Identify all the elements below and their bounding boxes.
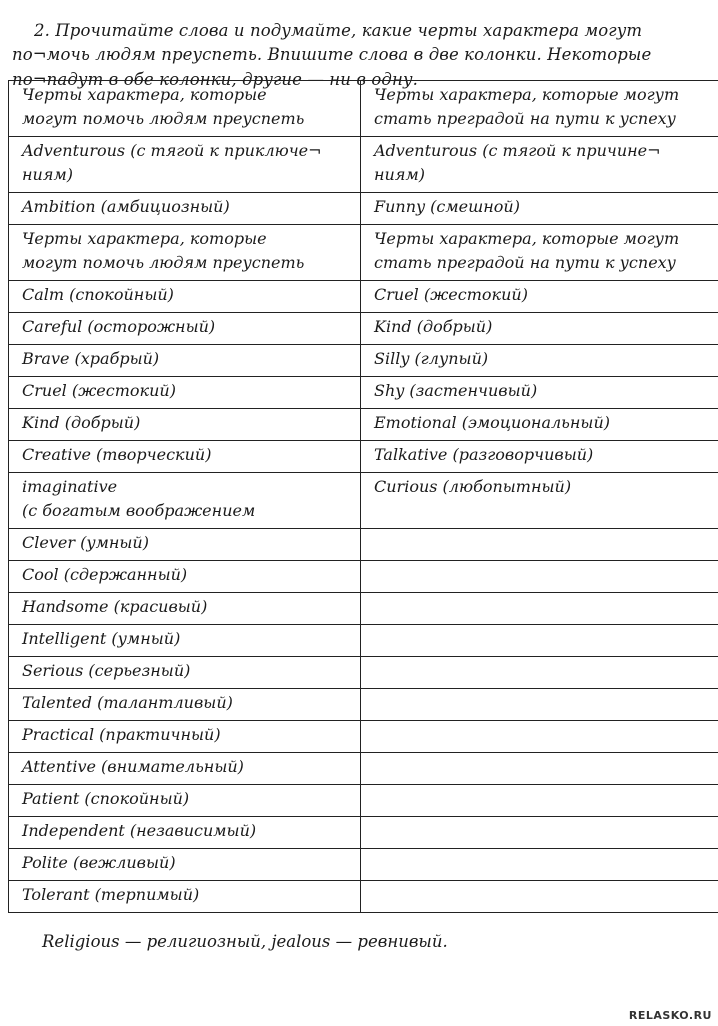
cell-text: Patient (спокойный) xyxy=(22,789,190,808)
table-row xyxy=(9,313,718,345)
table-row xyxy=(9,785,718,817)
table-cell-helpful xyxy=(9,441,361,473)
table-row xyxy=(9,561,718,593)
table-cell-helpful xyxy=(9,137,361,193)
table-cell-helpful xyxy=(9,473,361,529)
table-cell-obstacle xyxy=(361,689,718,721)
table-cell-obstacle xyxy=(361,137,718,193)
cell-text: Attentive (внимательный) xyxy=(22,757,244,776)
table-cell-helpful xyxy=(9,881,361,913)
cell-text: Черты характера, которые могут помочь людям преуспеть xyxy=(22,229,305,272)
cell-text: Intelligent (умный) xyxy=(22,629,181,648)
table-cell-helpful xyxy=(9,721,361,753)
table-cell-obstacle xyxy=(361,529,718,561)
cell-text: Careful (осторожный) xyxy=(22,317,216,336)
table-row xyxy=(9,377,718,409)
table-cell-obstacle xyxy=(361,81,718,137)
table-cell-helpful xyxy=(9,225,361,281)
cell-text: Brave (храбрый) xyxy=(22,349,160,368)
cell-text: Serious (серьезный) xyxy=(22,661,191,680)
table-cell-helpful xyxy=(9,657,361,689)
table-cell-obstacle xyxy=(361,657,718,689)
cell-text: Cruel (жестокий) xyxy=(374,285,528,304)
table-row xyxy=(9,753,718,785)
cell-text: Calm (спокойный) xyxy=(22,285,174,304)
table-cell-obstacle xyxy=(361,473,718,529)
cell-text: Cool (сдержанный) xyxy=(22,565,188,584)
table-row xyxy=(9,441,718,473)
table-cell-helpful xyxy=(9,817,361,849)
cell-text: Curious (любопытный) xyxy=(374,477,572,496)
table-cell-helpful xyxy=(9,753,361,785)
table-cell-helpful xyxy=(9,313,361,345)
cell-text: Talented (талантливый) xyxy=(22,693,233,712)
table-row xyxy=(9,81,718,137)
table-body xyxy=(9,81,718,913)
cell-text: Ambition (амбициозный) xyxy=(22,197,230,216)
table-row xyxy=(9,345,718,377)
table-cell-obstacle xyxy=(361,225,718,281)
cell-text: Черты характера, которые могут помочь людям преуспеть xyxy=(22,85,305,128)
table-cell-obstacle xyxy=(361,849,718,881)
table-cell-obstacle xyxy=(361,441,718,473)
table-cell-helpful xyxy=(9,281,361,313)
table-row xyxy=(9,849,718,881)
table-row xyxy=(9,625,718,657)
table-cell-helpful xyxy=(9,345,361,377)
table-cell-obstacle xyxy=(361,345,718,377)
table-cell-helpful xyxy=(9,625,361,657)
table-cell-helpful xyxy=(9,81,361,137)
table-row xyxy=(9,281,718,313)
table-cell-helpful xyxy=(9,561,361,593)
table-cell-obstacle xyxy=(361,881,718,913)
cell-text: Practical (практичный) xyxy=(22,725,221,744)
table-cell-helpful xyxy=(9,593,361,625)
table-cell-obstacle xyxy=(361,625,718,657)
table-row xyxy=(9,593,718,625)
site-watermark: RELASKO.RU xyxy=(628,1009,712,1022)
table-cell-helpful xyxy=(9,849,361,881)
table-row xyxy=(9,473,718,529)
table-cell-obstacle xyxy=(361,313,718,345)
cell-text: Creative (творческий) xyxy=(22,445,212,464)
table-cell-helpful xyxy=(9,193,361,225)
table-row xyxy=(9,721,718,753)
table-cell-obstacle xyxy=(361,193,718,225)
cell-text: Kind (добрый) xyxy=(374,317,493,336)
table-row xyxy=(9,689,718,721)
table-cell-helpful xyxy=(9,689,361,721)
cell-text: Shy (застенчивый) xyxy=(374,381,538,400)
table-cell-helpful xyxy=(9,529,361,561)
table-cell-obstacle xyxy=(361,593,718,625)
cell-text: Tolerant (терпимый) xyxy=(22,885,200,904)
table-cell-obstacle xyxy=(361,721,718,753)
table-cell-obstacle xyxy=(361,377,718,409)
cell-text: imaginative (с богатым воображением xyxy=(22,477,256,520)
character-traits-table xyxy=(8,80,718,913)
table-row xyxy=(9,529,718,561)
table-row xyxy=(9,137,718,193)
cell-text: Kind (добрый) xyxy=(22,413,141,432)
vocabulary-note: Religious — религиозный, jealous — ревнивый. xyxy=(42,932,448,951)
table-row xyxy=(9,881,718,913)
cell-text: Silly (глупый) xyxy=(374,349,489,368)
table-cell-obstacle xyxy=(361,817,718,849)
cell-text: Independent (независимый) xyxy=(22,821,257,840)
cell-text: Funny (смешной) xyxy=(374,197,520,216)
table-cell-helpful xyxy=(9,409,361,441)
cell-text: Adventurous (с тягой к приключе¬ ниям) xyxy=(22,141,322,184)
table-cell-obstacle xyxy=(361,753,718,785)
table-row xyxy=(9,193,718,225)
table-cell-obstacle xyxy=(361,409,718,441)
table-row xyxy=(9,657,718,689)
cell-text: Adventurous (с тягой к причине¬ ниям) xyxy=(374,141,661,184)
task-instructions: 2. Прочитайте слова и подумайте, какие черты характера могут по¬мочь людям преуспеть. Впишите слова в две колонки. Некоторые по¬падут в обе колонки, другие — ни в одну. xyxy=(12,20,652,89)
table-cell-obstacle xyxy=(361,561,718,593)
cell-text: Talkative (разговорчивый) xyxy=(374,445,594,464)
cell-text: Clever (умный) xyxy=(22,533,149,552)
table-cell-obstacle xyxy=(361,785,718,817)
cell-text: Handsome (красивый) xyxy=(22,597,208,616)
table-cell-obstacle xyxy=(361,281,718,313)
table-cell-helpful xyxy=(9,785,361,817)
cell-text: Черты характера, которые могут стать преградой на пути к успеху xyxy=(374,85,680,128)
cell-text: Polite (вежливый) xyxy=(22,853,176,872)
cell-text: Cruel (жестокий) xyxy=(22,381,176,400)
table-row xyxy=(9,817,718,849)
cell-text: Черты характера, которые могут стать преградой на пути к успеху xyxy=(374,229,680,272)
table-cell-helpful xyxy=(9,377,361,409)
cell-text: Emotional (эмоциональный) xyxy=(374,413,611,432)
table-row xyxy=(9,409,718,441)
table-row xyxy=(9,225,718,281)
